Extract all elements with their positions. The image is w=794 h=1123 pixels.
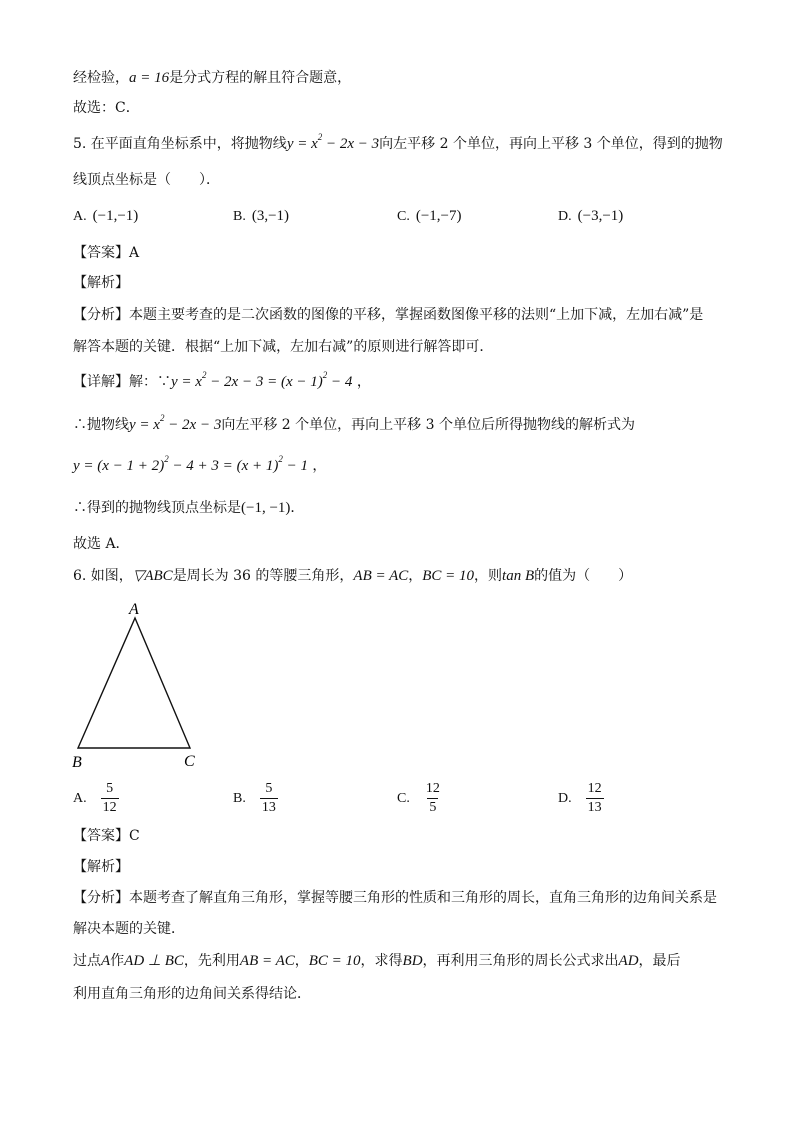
q5-jiexi: 【解析】 xyxy=(73,275,129,291)
q5-vertex-form: $y = x^2 - 2x - 3 = (x - 1)^2 - 4$ xyxy=(171,370,353,390)
q5-option-a xyxy=(73,206,138,227)
q6-point-a: A xyxy=(101,953,111,969)
q5-detail-text-2: 向左平移 2 个单位，再向上平移 3 个单位后所得抛物线的解析式为 xyxy=(221,417,635,433)
q6-eq-ab-ac: AB = AC xyxy=(353,568,409,584)
option-fraction xyxy=(260,780,278,817)
fraction-denominator: 12 xyxy=(102,800,117,815)
q6-perp: AD ⊥ BC xyxy=(124,953,184,969)
q5-choose: 故选 A． xyxy=(73,536,130,552)
option-letter: C. xyxy=(397,790,410,806)
q6-fenxi-line-1: 【分析】本题考查了解直角三角形，掌握等腰三角形的性质和三角形的周长，直角三角形的边角间关系是 xyxy=(73,890,717,906)
option-fraction xyxy=(424,780,442,817)
q6-eq-bc-2: BC = 10 xyxy=(308,953,361,969)
q5-detail-text-3: ∴得到的抛物线顶点坐标是 xyxy=(73,500,241,516)
option-letter: B. xyxy=(233,209,246,224)
q6-method-text: 过点 xyxy=(73,953,101,969)
q6-option-a xyxy=(73,780,119,817)
option-letter: C. xyxy=(397,209,410,224)
option-letter: D. xyxy=(558,790,572,806)
option-letter: B. xyxy=(233,790,246,806)
option-letter: A. xyxy=(73,790,87,806)
option-value: (3,−1) xyxy=(251,208,290,224)
q6-method-text-3: ，先利用 xyxy=(183,953,240,969)
q5-detail-line-3: $y = (x - 1 + 2)^2 - 4 + 3 = (x + 1)^2 - 1$ ， xyxy=(73,454,327,474)
fraction-numerator: 12 xyxy=(425,781,440,796)
q6-method-text-4: ，求得 xyxy=(360,953,403,969)
q5-fenxi-line-1: 【分析】本题主要考查的是二次函数的图像的平移，掌握函数图像平移的法则“上加下减，左加右减”是 xyxy=(73,307,704,323)
q6-stem-text-2: 是周长为 36 的等腰三角形， xyxy=(172,568,354,584)
fraction-numerator: 5 xyxy=(265,781,273,796)
q5-shifted-eq: $y = (x - 1 + 2)^2 - 4 + 3 = (x + 1)^2 - 1$ xyxy=(73,454,308,474)
q6-method-text-6: ，最后 xyxy=(638,953,681,969)
q5-stem-text-2: 向左平移 2 个单位，再向上平移 3 个单位，得到的抛物 xyxy=(379,136,723,152)
q5-parabola-eq: $y = x^2 - 2x - 3$ xyxy=(286,132,380,152)
q6-answer: 【答案】C xyxy=(73,828,140,844)
prev-line-1 xyxy=(73,68,351,88)
vertex-label-c: C xyxy=(184,753,195,770)
q5-detail-text: ∴抛物线 xyxy=(73,417,129,433)
q6-method-line-1 xyxy=(73,951,681,971)
q5-stem-line-2: 线顶点坐标是（ ）． xyxy=(73,172,220,188)
q6-ad: AD xyxy=(618,953,639,969)
q5-parabola-eq-2: $y = x^2 - 2x - 3$ xyxy=(129,413,222,433)
q6-jiexi: 【解析】 xyxy=(73,859,129,875)
triangle-abc xyxy=(78,618,190,748)
option-fraction xyxy=(101,780,119,817)
q5-option-c xyxy=(397,206,462,227)
fraction-denominator: 13 xyxy=(261,800,276,815)
q6-triangle-figure xyxy=(62,596,212,772)
q6-stem-text-3: ，则 xyxy=(474,568,503,584)
q5-detail-line-1: 【详解】解：∵y = $x^2 - 2x - 3 = (x - 1)^2 - 4$ ， xyxy=(73,370,371,390)
q5-detail-text-4: ． xyxy=(290,500,305,516)
q5-option-d xyxy=(558,206,623,227)
q5-vertex: (−1, −1) xyxy=(241,500,291,516)
option-value: (−1,−7) xyxy=(415,208,462,224)
q6-bd: BD xyxy=(402,953,423,969)
q6-sep-2: ， xyxy=(294,953,309,969)
q5-stem-line-1 xyxy=(73,134,723,154)
q6-triangle-name: ▽ABC xyxy=(132,568,173,584)
prev-text: 经检验， xyxy=(73,70,129,86)
fraction-numerator: 5 xyxy=(106,781,114,796)
q6-method-text-5: ，再利用三角形的周长公式求出 xyxy=(422,953,619,969)
q6-option-c xyxy=(397,780,442,817)
q6-tan-b: tan B xyxy=(502,568,535,584)
q6-option-b xyxy=(233,780,278,817)
q6-sep: ， xyxy=(408,568,423,584)
q6-stem-line-1 xyxy=(73,566,632,586)
q5-detail-line-4 xyxy=(73,498,304,518)
option-fraction xyxy=(586,780,604,817)
vertex-label-a: A xyxy=(129,601,139,618)
q6-eq-ab-ac-2: AB = AC xyxy=(239,953,295,969)
q5-answer: 【答案】A xyxy=(73,245,140,261)
vertex-label-b: B xyxy=(72,754,82,771)
option-value: (−1,−1) xyxy=(92,208,139,224)
prev-math: a = 16 xyxy=(129,70,170,86)
q6-eq-bc: BC = 10 xyxy=(422,568,475,584)
q6-option-d xyxy=(558,780,604,817)
q5-option-b xyxy=(233,206,289,227)
fraction-denominator: 5 xyxy=(429,800,437,815)
fraction-numerator: 12 xyxy=(587,781,602,796)
prev-line-2: 故选：C． xyxy=(73,100,140,116)
q5-detail-line-2 xyxy=(73,415,635,435)
q6-method-text-2: 作 xyxy=(110,953,125,969)
q5-fenxi-line-2: 解答本题的关键．根据“上加下减，左加右减”的原则进行解答即可． xyxy=(73,339,494,355)
q5-detail-label: 【详解】解：∵ xyxy=(73,374,171,390)
option-letter: A. xyxy=(73,209,87,224)
prev-text-2: 是分式方程的解且符合题意， xyxy=(169,70,352,86)
fraction-denominator: 13 xyxy=(587,800,602,815)
option-letter: D. xyxy=(558,209,572,224)
q6-method-line-2: 利用直角三角形的边角间关系得结论． xyxy=(73,986,311,1002)
q6-stem-text: 6. 如图， xyxy=(73,568,133,584)
q6-stem-text-4: 的值为（ ） xyxy=(534,568,633,584)
q5-stem-text: 5. 在平面直角坐标系中，将抛物线 xyxy=(73,136,287,152)
q6-fenxi-line-2: 解决本题的关键． xyxy=(73,921,185,937)
option-value: (−3,−1) xyxy=(577,208,624,224)
